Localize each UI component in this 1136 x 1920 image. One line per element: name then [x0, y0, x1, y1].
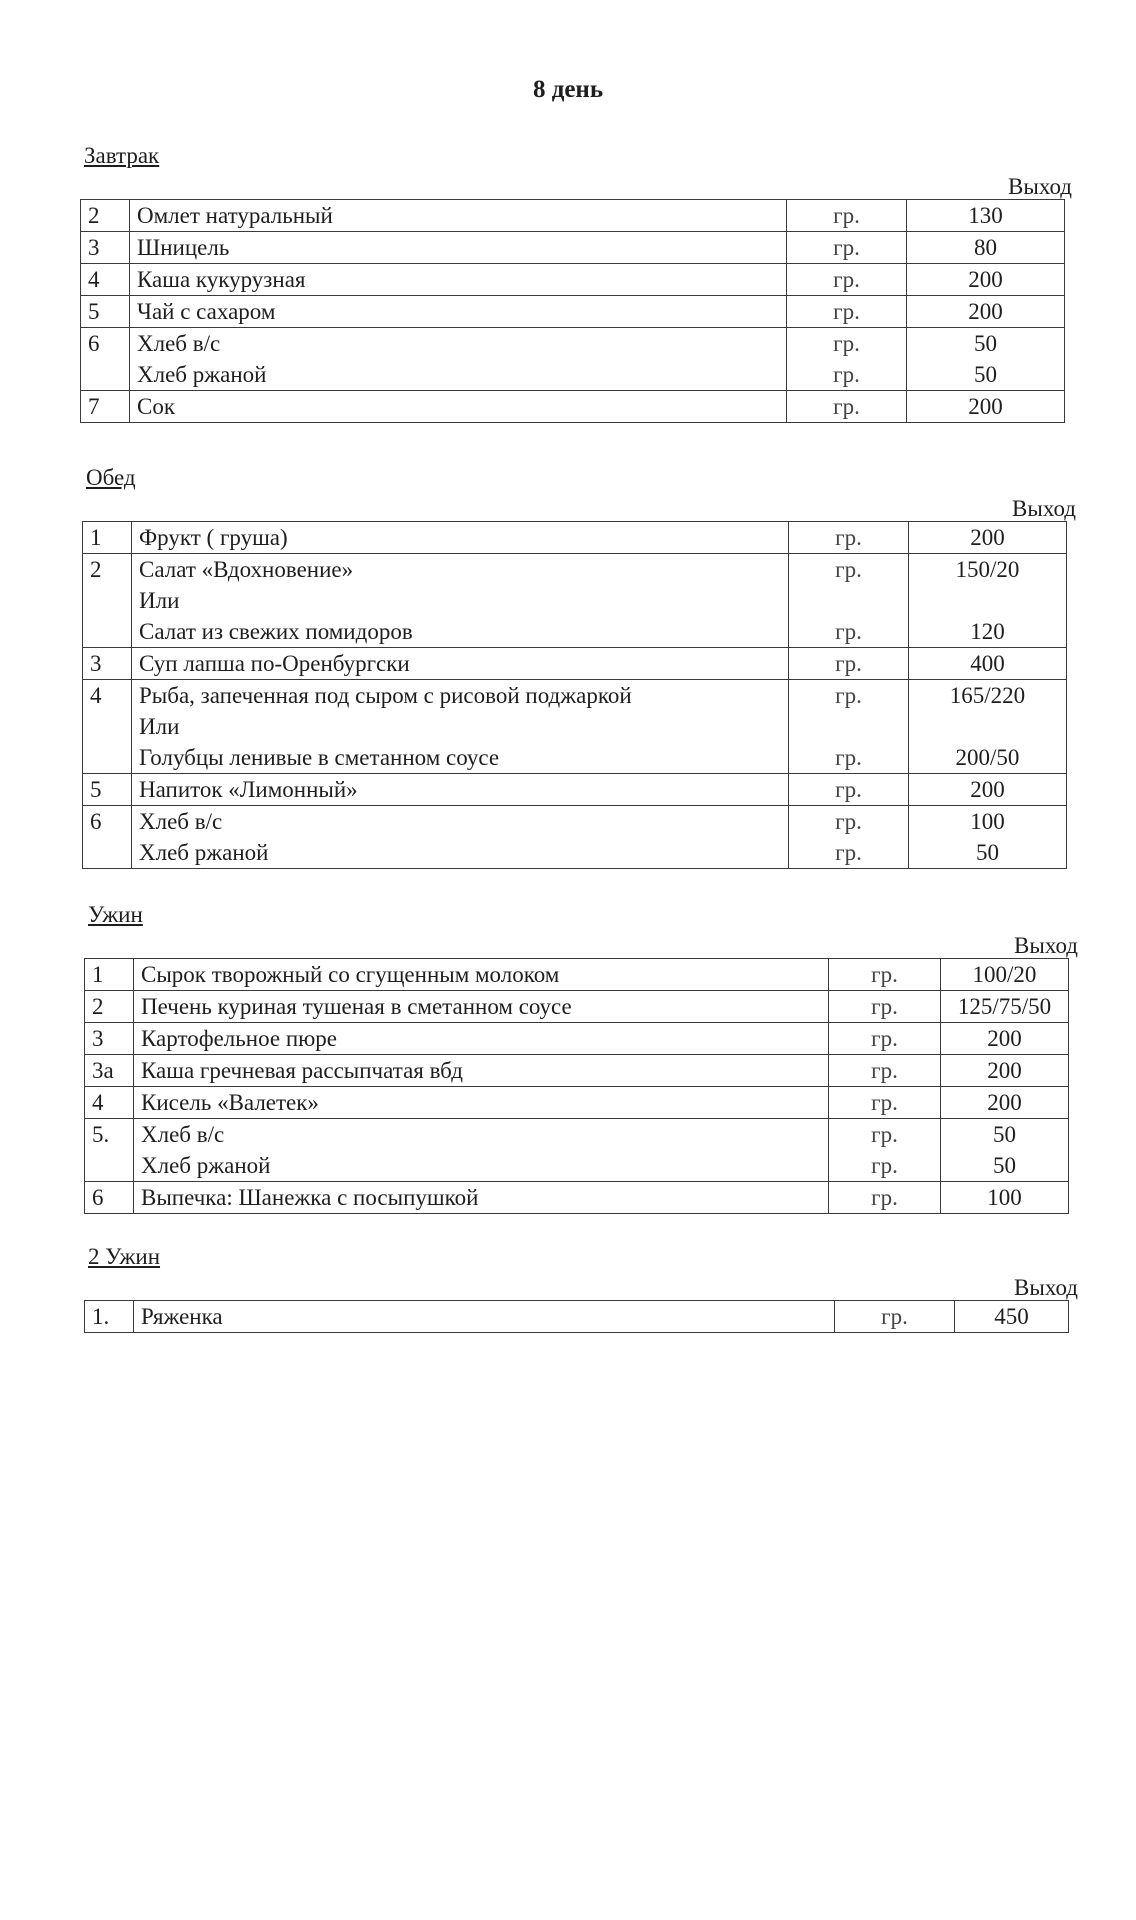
unit-label: гр.: [833, 362, 860, 387]
row-number: 2: [90, 557, 102, 582]
unit-label: гр.: [833, 331, 860, 356]
unit-label: гр.: [871, 1090, 898, 1115]
table-row: [81, 232, 1065, 264]
unit-label: гр.: [835, 745, 862, 770]
dish-name: Сок: [137, 394, 176, 419]
table-row: [83, 522, 1067, 554]
meal-heading: 2 Ужин: [88, 1244, 161, 1269]
table-row: [85, 1023, 1069, 1055]
dish-name: Хлеб ржаной: [137, 362, 267, 387]
row-number-cell: [85, 991, 134, 1023]
yield-value: 125/75/50: [957, 994, 1052, 1019]
dish-cell: [132, 554, 789, 648]
table-row: [85, 1119, 1069, 1182]
yield-cell: [955, 1301, 1069, 1333]
yield-cell: [909, 522, 1067, 554]
unit-label: гр.: [833, 203, 860, 228]
dish-name: Кисель «Валетек»: [141, 1090, 319, 1115]
yield-value: 50: [974, 331, 997, 356]
yield-value: 200: [987, 1058, 1022, 1083]
dish-cell: [132, 522, 789, 554]
yield-cell: [907, 200, 1065, 232]
dish-cell: [130, 328, 787, 391]
unit-label: гр.: [871, 1153, 898, 1178]
yield-cell: [907, 328, 1065, 391]
yield-cell: [909, 554, 1067, 648]
table-row: [83, 806, 1067, 869]
row-number: 5.: [92, 1122, 110, 1147]
unit-label: гр.: [833, 299, 860, 324]
row-number-cell: [85, 1119, 134, 1182]
row-number-cell: [81, 200, 130, 232]
unit-label: гр.: [871, 1026, 898, 1051]
unit-cell: [789, 522, 909, 554]
unit-cell: [787, 232, 907, 264]
dish-cell: [134, 1301, 835, 1333]
yield-value: 50: [976, 840, 999, 865]
unit-cell: [835, 1301, 955, 1333]
meal-table: [80, 199, 1065, 423]
row-number-cell: [85, 1023, 134, 1055]
dish-name: Салат «Вдохновение»: [139, 557, 354, 582]
unit-cell: [829, 1023, 941, 1055]
row-number-cell: [83, 806, 132, 869]
yield-value: 450: [994, 1304, 1029, 1329]
yield-cell: [941, 1087, 1069, 1119]
dish-cell: [132, 806, 789, 869]
row-number: 5: [90, 777, 102, 802]
unit-cell: [789, 554, 909, 648]
yield-value: 100: [987, 1185, 1022, 1210]
yield-cell: [941, 1023, 1069, 1055]
dish-name: Омлет натуральный: [137, 203, 333, 228]
row-number: 6: [88, 331, 100, 356]
row-number-cell: [85, 1301, 134, 1333]
row-number: 3: [90, 651, 102, 676]
dish-cell: [134, 1119, 829, 1182]
dish-name: Голубцы ленивые в сметанном соусе: [139, 745, 500, 770]
dish-cell: [132, 774, 789, 806]
unit-label: гр.: [833, 267, 860, 292]
yield-cell: [909, 680, 1067, 774]
yield-value: 80: [974, 235, 997, 260]
yield-value: 400: [970, 651, 1005, 676]
yield-cell: [909, 774, 1067, 806]
yield-cell: [941, 1119, 1069, 1182]
yield-value: 200: [987, 1026, 1022, 1051]
row-number: 6: [92, 1185, 104, 1210]
unit-cell: [787, 200, 907, 232]
dish-name: Хлеб в/с: [141, 1122, 225, 1147]
yield-value: [909, 585, 1066, 616]
yield-value: 200/50: [955, 745, 1020, 770]
dish-cell: [130, 296, 787, 328]
unit-label: гр.: [871, 962, 898, 987]
meal-heading: Завтрак: [84, 143, 160, 168]
row-number: 4: [88, 267, 100, 292]
yield-value: 200: [968, 267, 1003, 292]
dish-name: Каша кукурузная: [137, 267, 306, 292]
unit-label: гр.: [835, 840, 862, 865]
table-row: [85, 991, 1069, 1023]
row-number: 2: [88, 203, 100, 228]
row-number: 1: [92, 962, 104, 987]
yield-label: Выход: [1014, 1275, 1078, 1300]
dish-cell: [130, 391, 787, 423]
dish-name: Рыба, запеченная под сыром с рисовой поджаркой: [139, 683, 632, 708]
unit-label: гр.: [871, 994, 898, 1019]
yield-value: 165/220: [949, 683, 1026, 708]
dish-cell: [134, 1023, 829, 1055]
row-number-cell: [81, 232, 130, 264]
dish-name: Выпечка: Шанежка с посыпушкой: [141, 1185, 479, 1210]
table-row: [85, 1182, 1069, 1214]
row-number: 4: [92, 1090, 104, 1115]
yield-cell: [907, 296, 1065, 328]
dish-name: Фрукт ( груша): [139, 525, 288, 550]
unit-label: гр.: [835, 777, 862, 802]
meal-table: [82, 521, 1067, 869]
table-row: [81, 328, 1065, 391]
yield-cell: [907, 391, 1065, 423]
table-row: [85, 1087, 1069, 1119]
table-row: [85, 959, 1069, 991]
yield-cell: [941, 959, 1069, 991]
yield-value: 130: [968, 203, 1003, 228]
unit-label: гр.: [833, 394, 860, 419]
unit-cell: [829, 991, 941, 1023]
dish-name: Сырок творожный со сгущенным молоком: [141, 962, 560, 987]
dish-cell: [130, 232, 787, 264]
dish-cell: [130, 264, 787, 296]
row-number-cell: [85, 1182, 134, 1214]
yield-value: 50: [993, 1122, 1016, 1147]
table-row: [81, 391, 1065, 423]
table-row: [83, 554, 1067, 648]
yield-cell: [907, 264, 1065, 296]
row-number-cell: [85, 1055, 134, 1087]
yield-value: 50: [993, 1153, 1016, 1178]
dish-cell: [134, 1055, 829, 1087]
row-number: 2: [92, 994, 104, 1019]
row-number: 1: [90, 525, 102, 550]
row-number: 4: [90, 683, 102, 708]
yield-cell: [941, 1055, 1069, 1087]
table-row: [81, 264, 1065, 296]
dish-name: Хлеб ржаной: [141, 1153, 271, 1178]
dish-cell: [134, 991, 829, 1023]
unit-cell: [789, 680, 909, 774]
unit-label: гр.: [835, 651, 862, 676]
table-row: [83, 774, 1067, 806]
dish-name: Салат из свежих помидоров: [139, 619, 413, 644]
yield-value: 100/20: [972, 962, 1037, 987]
unit-cell: [787, 391, 907, 423]
unit-label: гр.: [835, 525, 862, 550]
dish-name: Или: [139, 588, 180, 613]
yield-value: 150/20: [955, 557, 1020, 582]
unit-label: гр.: [835, 683, 862, 708]
yield-cell: [909, 806, 1067, 869]
row-number: 5: [88, 299, 100, 324]
unit-cell: [829, 1182, 941, 1214]
table-row: [83, 648, 1067, 680]
dish-name: Печень куриная тушеная в сметанном соусе: [141, 994, 572, 1019]
dish-cell: [130, 200, 787, 232]
unit-label: гр.: [871, 1185, 898, 1210]
table-row: [81, 200, 1065, 232]
unit-cell: [789, 806, 909, 869]
row-number-cell: [83, 680, 132, 774]
yield-value: 200: [970, 525, 1005, 550]
dish-name: Шницель: [137, 235, 230, 260]
yield-cell: [909, 648, 1067, 680]
yield-value: [909, 711, 1066, 742]
row-number: 7: [88, 394, 100, 419]
row-number: 3а: [92, 1058, 114, 1083]
row-number-cell: [85, 959, 134, 991]
unit-cell: [789, 648, 909, 680]
dish-cell: [134, 1182, 829, 1214]
row-number-cell: [81, 391, 130, 423]
yield-value: 200: [987, 1090, 1022, 1115]
yield-cell: [907, 232, 1065, 264]
yield-value: 200: [968, 299, 1003, 324]
yield-cell: [941, 991, 1069, 1023]
row-number: 1.: [92, 1304, 110, 1329]
dish-name: Хлеб в/с: [139, 809, 223, 834]
dish-cell: [132, 648, 789, 680]
yield-value: 50: [974, 362, 997, 387]
row-number-cell: [83, 648, 132, 680]
unit-cell: [829, 1055, 941, 1087]
unit-label: гр.: [871, 1058, 898, 1083]
unit-cell: [787, 264, 907, 296]
dish-cell: [134, 1087, 829, 1119]
row-number-cell: [81, 328, 130, 391]
yield-value: 200: [968, 394, 1003, 419]
table-row: [83, 680, 1067, 774]
table-row: [85, 1301, 1069, 1333]
yield-label: Выход: [1014, 933, 1078, 958]
row-number-cell: [81, 296, 130, 328]
dish-name: Картофельное пюре: [141, 1026, 338, 1051]
yield-label: Выход: [1012, 496, 1076, 521]
unit-cell: [789, 774, 909, 806]
unit-label: гр.: [835, 809, 862, 834]
unit-label: [789, 711, 908, 742]
dish-name: Ряженка: [141, 1304, 223, 1329]
unit-cell: [829, 1119, 941, 1182]
unit-label: гр.: [835, 557, 862, 582]
yield-value: 120: [970, 619, 1005, 644]
unit-cell: [787, 296, 907, 328]
unit-cell: [829, 1087, 941, 1119]
row-number-cell: [85, 1087, 134, 1119]
dish-name: Хлеб ржаной: [139, 840, 269, 865]
dish-name: Или: [139, 714, 180, 739]
unit-label: гр.: [835, 619, 862, 644]
yield-value: 100: [970, 809, 1005, 834]
unit-cell: [829, 959, 941, 991]
meal-table: [84, 958, 1069, 1214]
yield-cell: [941, 1182, 1069, 1214]
meal-heading: Обед: [86, 465, 136, 490]
dish-name: Чай с сахаром: [137, 299, 276, 324]
row-number: 6: [90, 809, 102, 834]
yield-value: 200: [970, 777, 1005, 802]
unit-label: гр.: [871, 1122, 898, 1147]
unit-label: гр.: [833, 235, 860, 260]
table-row: [81, 296, 1065, 328]
row-number: 3: [92, 1026, 104, 1051]
dish-name: Напиток «Лимонный»: [139, 777, 358, 802]
meal-heading: Ужин: [88, 902, 143, 927]
row-number-cell: [83, 774, 132, 806]
row-number-cell: [83, 554, 132, 648]
dish-name: Каша гречневая рассыпчатая вбд: [141, 1058, 463, 1083]
row-number: 3: [88, 235, 100, 260]
page-title: 8 день: [532, 76, 604, 103]
row-number-cell: [81, 264, 130, 296]
unit-cell: [787, 328, 907, 391]
dish-name: Суп лапша по-Оренбургски: [139, 651, 410, 676]
meal-table: [84, 1300, 1069, 1333]
dish-cell: [132, 680, 789, 774]
row-number-cell: [83, 522, 132, 554]
unit-label: гр.: [881, 1304, 908, 1329]
unit-label: [789, 585, 908, 616]
dish-cell: [134, 959, 829, 991]
yield-label: Выход: [1008, 174, 1072, 199]
dish-name: Хлеб в/с: [137, 331, 221, 356]
table-row: [85, 1055, 1069, 1087]
